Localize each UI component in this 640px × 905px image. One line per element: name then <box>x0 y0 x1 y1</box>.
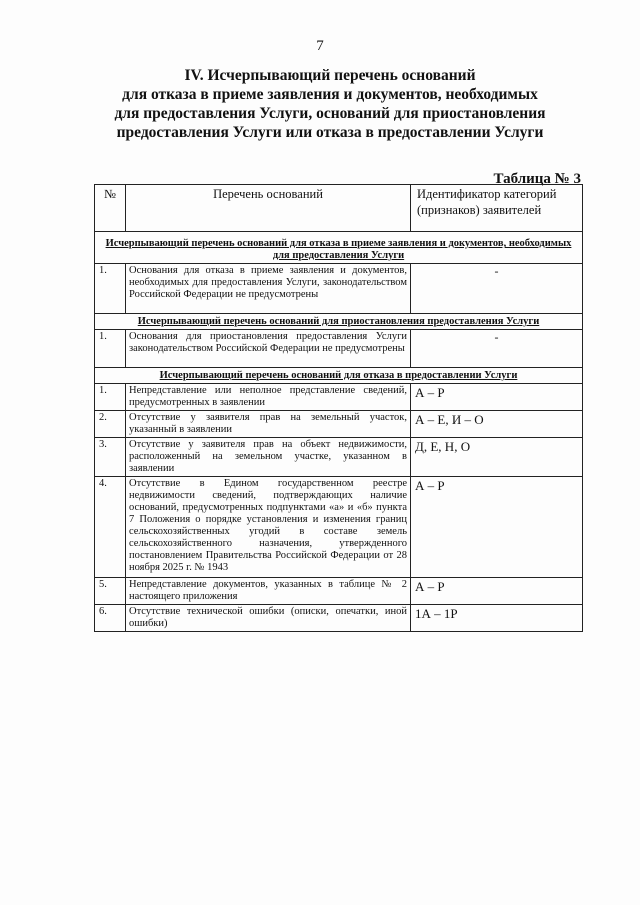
table-label: Таблица № 3 <box>493 171 581 187</box>
table-row <box>95 384 583 411</box>
table-row <box>95 578 583 605</box>
heading-line-4: предоставления Услуги или отказа в предоставлении Услуги <box>116 124 544 141</box>
section-title: Исчерпывающий перечень оснований для приостановления предоставления Услуги <box>95 314 583 330</box>
row-num: 2. <box>95 411 126 438</box>
section-row <box>95 368 583 384</box>
row-num: 4. <box>95 477 126 578</box>
table-row <box>95 438 583 477</box>
table-row <box>95 330 583 368</box>
row-text: Основания для отказа в приеме заявления и документов, необходимых для предоставления Услуги, законодательством Российской Федерации не предусмотрены <box>126 264 411 314</box>
section-title: Исчерпывающий перечень оснований для отказа в предоставлении Услуги <box>95 368 583 384</box>
table-header-row <box>95 185 583 232</box>
row-text: Отсутствие технической ошибки (описки, опечатки, иной ошибки) <box>126 605 411 632</box>
row-num: 1. <box>95 384 126 411</box>
row-text: Отсутствие у заявителя прав на объект недвижимости, расположенный на земельном участке, указанном в заявлении <box>126 438 411 477</box>
row-num: 3. <box>95 438 126 477</box>
header-identifier: Идентификатор категорий (признаков) заявителей <box>411 185 583 232</box>
row-text: Непредставление или неполное представление сведений, предусмотренных в заявлении <box>126 384 411 411</box>
table-row <box>95 477 583 578</box>
heading-line-3: для предоставления Услуги, оснований для приостановления <box>114 105 546 122</box>
table-row <box>95 605 583 632</box>
row-ident: А – Р <box>411 384 583 411</box>
section-title: Исчерпывающий перечень оснований для отказа в приеме заявления и документов, необходимых для предоставления Услуги <box>95 232 583 264</box>
row-num: 1. <box>95 264 126 314</box>
row-ident: А – Р <box>411 477 583 578</box>
table-row <box>95 411 583 438</box>
heading-line-1: IV. Исчерпывающий перечень оснований <box>184 67 476 84</box>
table-row <box>95 264 583 314</box>
row-num: 6. <box>95 605 126 632</box>
row-ident: А – Е, И – О <box>411 411 583 438</box>
row-text: Отсутствие у заявителя прав на земельный участок, указанный в заявлении <box>126 411 411 438</box>
section-row <box>95 232 583 264</box>
row-num: 5. <box>95 578 126 605</box>
row-ident: Д, Е, Н, О <box>411 438 583 477</box>
heading-line-2: для отказа в приеме заявления и документов, необходимых <box>122 86 538 103</box>
row-ident: 1А – 1Р <box>411 605 583 632</box>
row-text: Непредставление документов, указанных в таблице № 2 настоящего приложения <box>126 578 411 605</box>
reasons-table <box>94 184 583 632</box>
row-ident: А – Р <box>411 578 583 605</box>
page-number: 7 <box>316 38 324 54</box>
section-row <box>95 314 583 330</box>
row-text: Основания для приостановления предоставления Услуги законодательством Российской Федерации не предусмотрены <box>126 330 411 368</box>
header-reasons: Перечень оснований <box>126 185 411 232</box>
row-text: Отсутствие в Едином государственном реестре недвижимости сведений, подтверждающих наличие оснований, предусмотренных подпунктами «а» и «б» пункта 7 Положения о порядке установления и изменения границ сельскохозяйственных угодий в составе земель сельскохозяйственного назначения, утвержденного постановлением Правительства Российской Федерации от 28 ноября 2025 г. № 1943 <box>126 477 411 578</box>
header-num: № <box>95 185 126 232</box>
section-heading <box>60 66 600 142</box>
row-num: 1. <box>95 330 126 368</box>
row-ident: - <box>411 330 583 368</box>
row-ident: - <box>411 264 583 314</box>
